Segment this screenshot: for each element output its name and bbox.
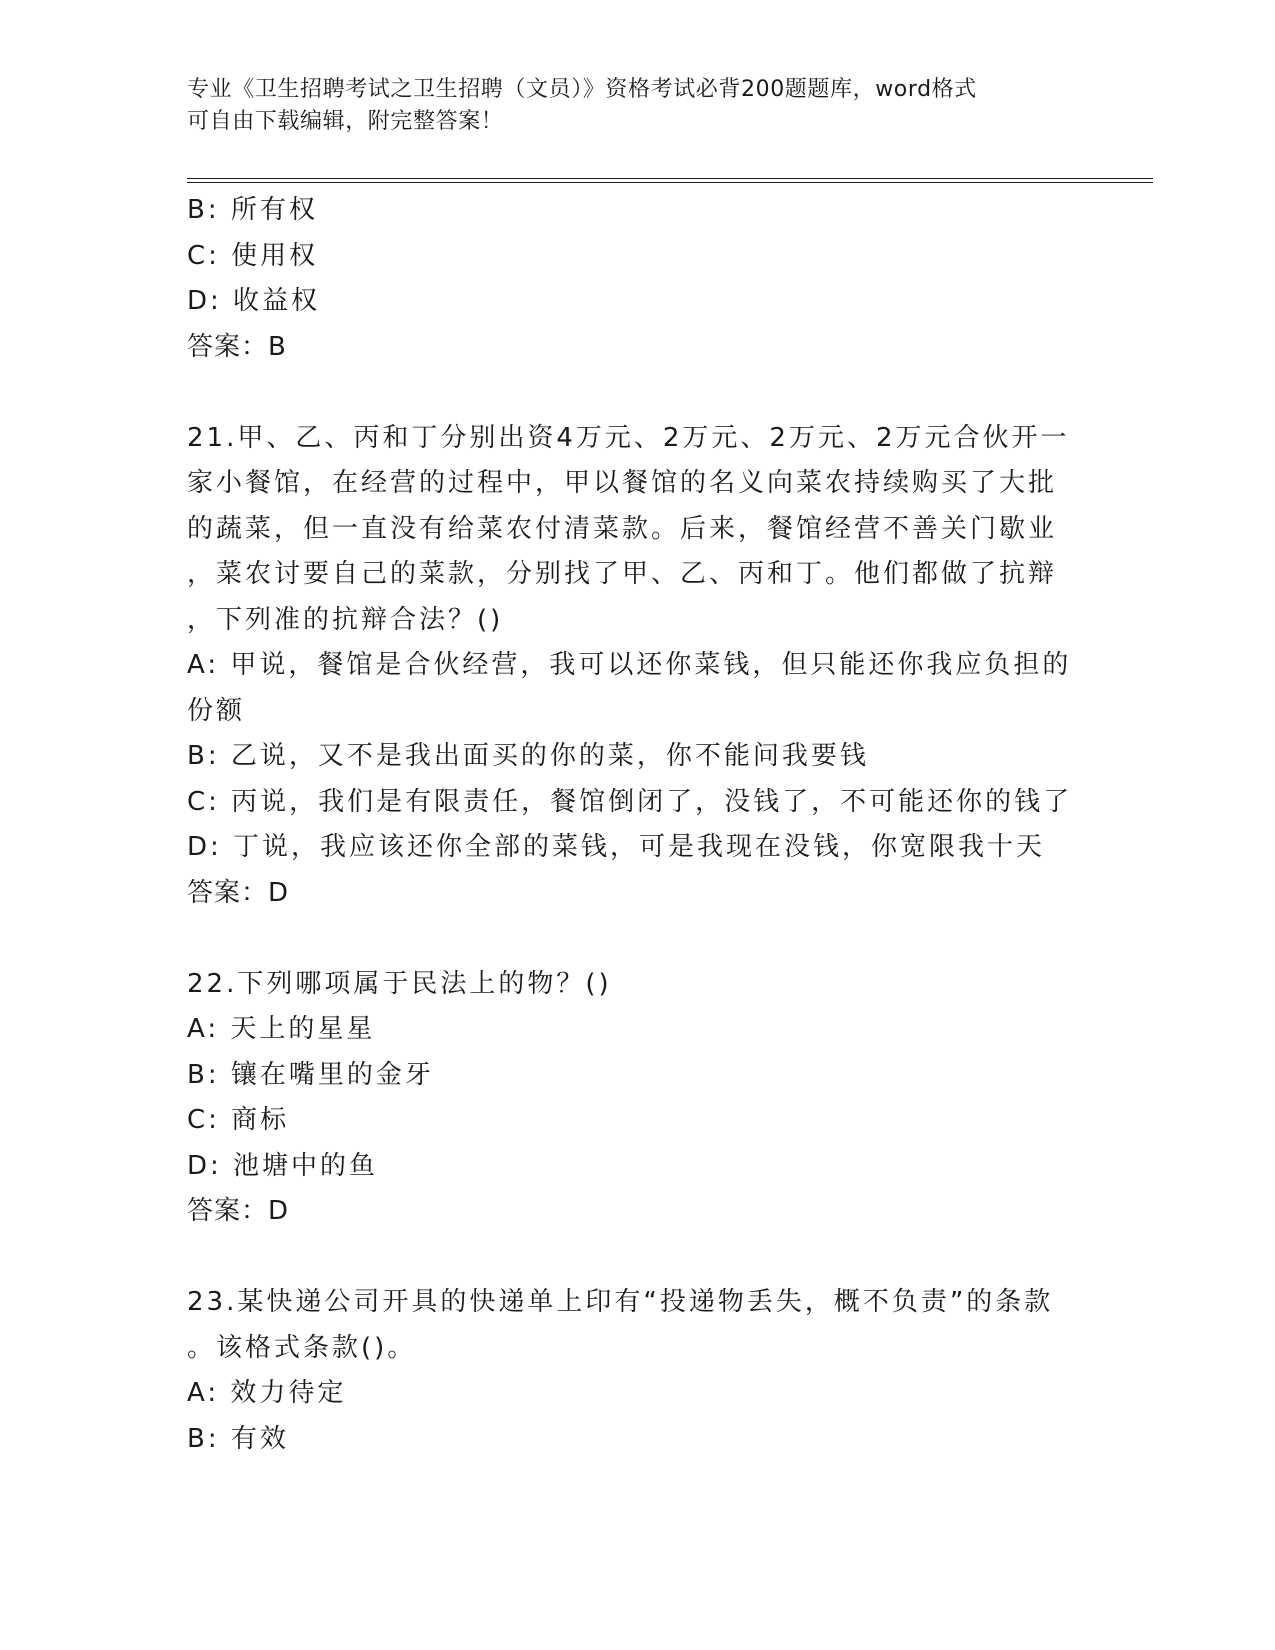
question-22 [187, 962, 1087, 1235]
option-a: A: 效力待定 [187, 1378, 347, 1408]
option-a: A: 天上的星星 [187, 1014, 376, 1044]
option-b: B: 所有权 [187, 195, 318, 225]
header-line-2: 可自由下载编辑，附完整答案！ [187, 109, 504, 134]
question-21 [187, 416, 1087, 917]
header-divider [187, 178, 1153, 183]
option-b: B: 有效 [187, 1423, 289, 1454]
option-d: D: 收益权 [187, 286, 321, 316]
option-d: D: 丁说，我应该还你全部的菜钱，可是我现在没钱，你宽限我十天 [187, 832, 1046, 862]
answer-line: 答案：D [187, 1196, 290, 1226]
answer-line: 答案：B [187, 331, 287, 362]
option-a-continued: 份额 [187, 695, 246, 726]
question-stem-line: 的蔬菜，但一直没有给菜农付清菜款。后来，餐馆经营不善关门歇业 [187, 513, 1058, 544]
question-stem-line: ，菜农讨要自己的菜款，分别找了甲、乙、丙和丁。他们都做了抗辩 [187, 559, 1058, 589]
option-b: B: 镶在嘴里的金牙 [187, 1059, 434, 1090]
option-a: A: 甲说，餐馆是合伙经营，我可以还你菜钱，但只能还你我应负担的 [187, 650, 1072, 680]
question-stem-line: ，下列准的抗辩合法？() [187, 604, 504, 635]
question-stem-line: 22.下列哪项属于民法上的物？() [187, 968, 612, 999]
question-stem-line: 。该格式条款()。 [187, 1332, 417, 1363]
document-body [187, 188, 1087, 1462]
question-23 [187, 1280, 1087, 1462]
question-stem-line: 家小餐馆，在经营的过程中，甲以餐馆的名义向菜农持续购买了大批 [187, 468, 1058, 498]
spacer [187, 1235, 1087, 1281]
question-stem-line: 23.某快递公司开具的快递单上印有“投递物丢失，概不负责”的条款 [187, 1287, 1054, 1317]
option-c: C: 使用权 [187, 240, 319, 271]
option-c: C: 丙说，我们是有限责任，餐馆倒闭了，没钱了，不可能还你的钱了 [187, 786, 1073, 817]
option-b: B: 乙说，又不是我出面买的你的菜，你不能问我要钱 [187, 741, 869, 771]
option-d: D: 池塘中的鱼 [187, 1150, 379, 1181]
answer-line: 答案：D [187, 877, 290, 908]
spacer [187, 370, 1087, 416]
spacer [187, 916, 1087, 962]
option-c: C: 商标 [187, 1105, 290, 1135]
header-line-1: 专业《卫生招聘考试之卫生招聘（文员）》资格考试必背200题题库，word格式 [187, 77, 977, 102]
question-block-prev [187, 188, 1087, 370]
question-stem-line: 21.甲、乙、丙和丁分别出资4万元、2万元、2万元、2万元合伙开一 [187, 422, 1070, 453]
page-header [187, 74, 1087, 138]
